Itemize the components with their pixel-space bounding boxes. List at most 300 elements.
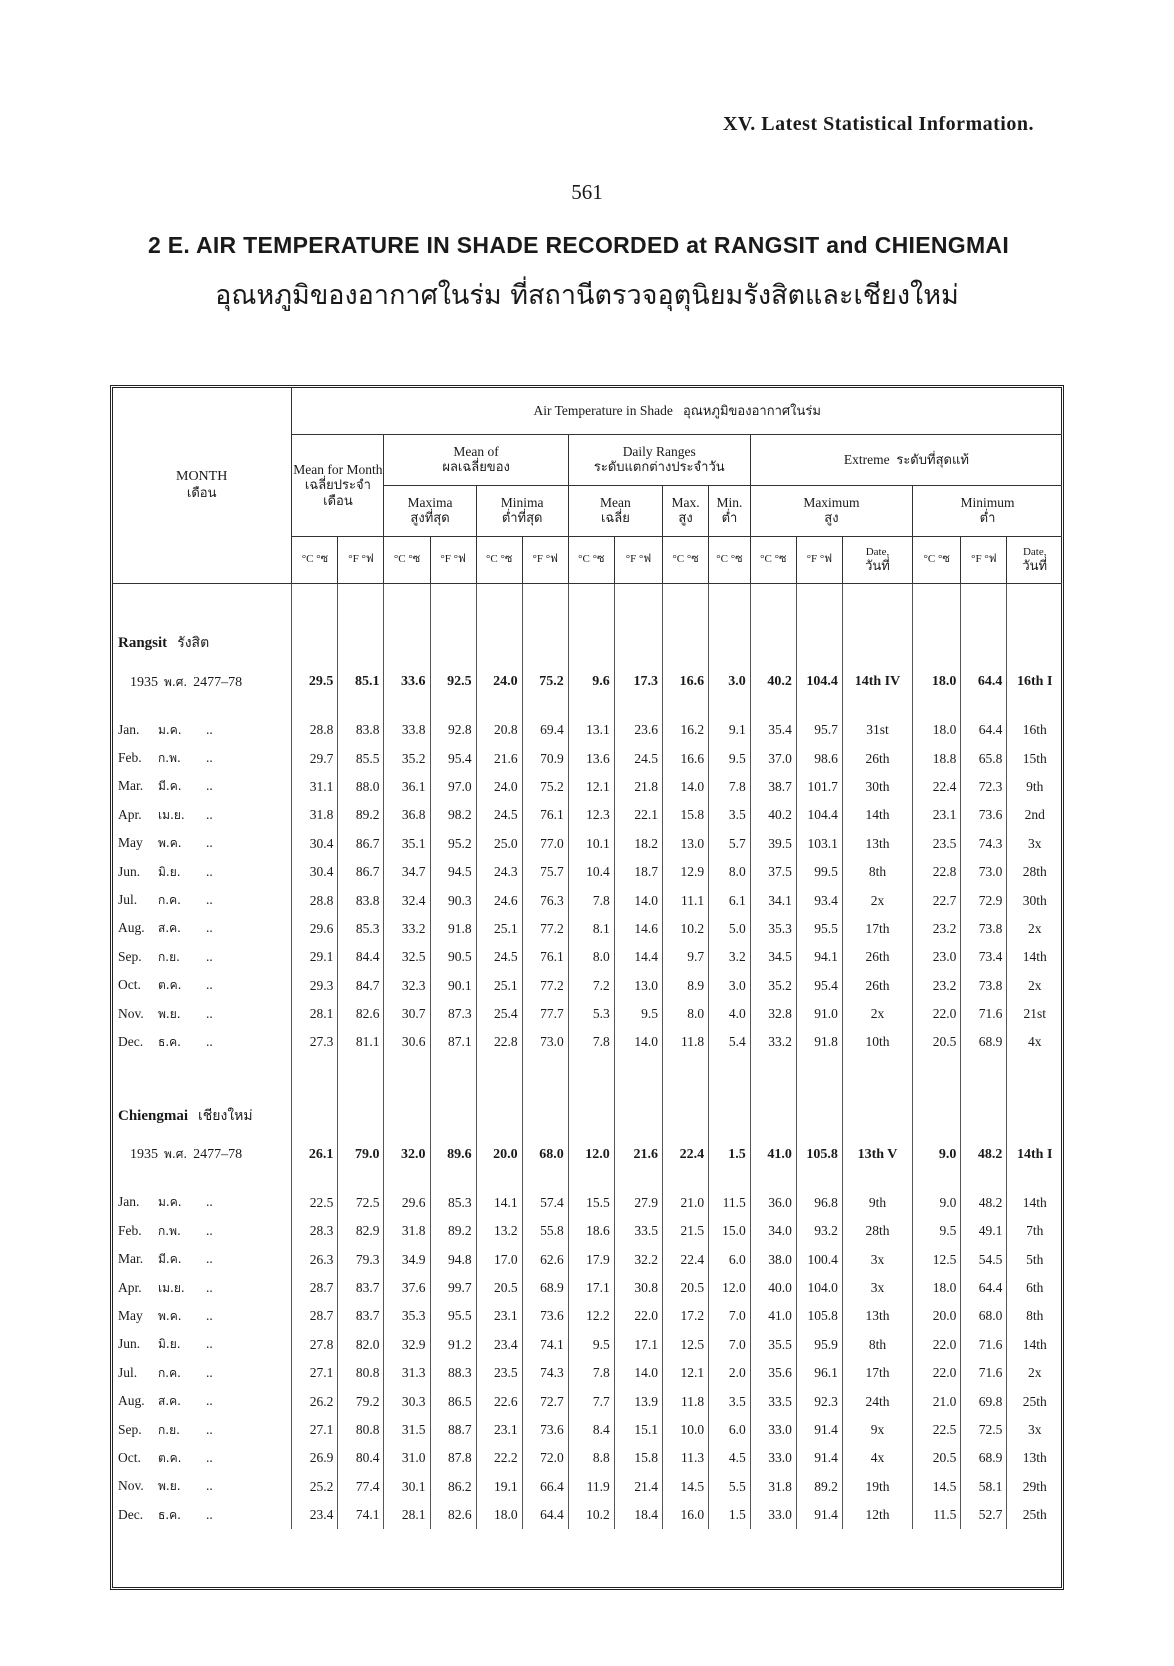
empty-cell (796, 1057, 842, 1133)
leader-dots: .. (206, 977, 213, 993)
data-cell: 24.3 (476, 858, 522, 886)
data-cell: 82.6 (338, 1000, 384, 1028)
empty-cell (842, 704, 912, 716)
data-cell: 28.3 (292, 1217, 338, 1245)
unit-celsius: °C °ซ (568, 537, 614, 584)
data-cell: 26th (842, 744, 912, 772)
data-cell: 89.2 (796, 1473, 842, 1501)
empty-cell (568, 1057, 614, 1133)
table-header (112, 388, 1062, 584)
leader-dots: .. (206, 1336, 213, 1352)
data-cell: 86.7 (338, 830, 384, 858)
month-en: Apr. (118, 806, 142, 822)
month-label (112, 858, 292, 886)
data-cell: 30.4 (292, 830, 338, 858)
mean-of-th: ผลเฉลี่ยของ (442, 460, 510, 476)
empty-cell (709, 584, 751, 661)
data-cell: 5.5 (709, 1473, 751, 1501)
data-cell: 18.8 (913, 744, 961, 772)
unit-celsius: °C °ซ (709, 537, 751, 584)
data-cell: 20.5 (663, 1274, 709, 1302)
data-cell: 100.4 (796, 1245, 842, 1273)
month-row (112, 1501, 1062, 1529)
annual-value: 64.4 (961, 660, 1007, 704)
month-en: Oct. (118, 1449, 141, 1465)
data-cell: 10.2 (568, 1501, 614, 1529)
data-cell: 71.6 (961, 1000, 1007, 1028)
empty-cell (614, 1057, 662, 1133)
month-row (112, 801, 1062, 829)
data-cell: 15.5 (568, 1189, 614, 1217)
data-cell: 24.5 (476, 801, 522, 829)
unit-celsius: °C °ซ (384, 537, 430, 584)
annual-value: 16th I (1007, 660, 1062, 704)
month-en: Sep. (118, 1421, 142, 1437)
data-cell: 37.0 (750, 744, 796, 772)
data-cell: 9th (1007, 773, 1062, 801)
daily-max-header (663, 486, 709, 537)
data-cell: 26.3 (292, 1245, 338, 1273)
data-cell: 33.0 (750, 1444, 796, 1472)
data-cell: 9.5 (568, 1331, 614, 1359)
data-cell: 72.3 (961, 773, 1007, 801)
spacer-row (112, 1177, 1062, 1189)
empty-cell (913, 704, 961, 716)
data-cell: 3x (1007, 1416, 1062, 1444)
data-cell: 10.1 (568, 830, 614, 858)
month-label (112, 1000, 292, 1028)
month-label (112, 1245, 292, 1273)
month-row (112, 1331, 1062, 1359)
data-cell: 36.0 (750, 1189, 796, 1217)
data-cell: 3.0 (709, 972, 751, 1000)
data-cell: 41.0 (750, 1302, 796, 1330)
empty-cell (292, 704, 338, 716)
data-cell: 20.0 (913, 1302, 961, 1330)
page-number: 561 (571, 180, 603, 204)
data-cell: 92.3 (796, 1387, 842, 1415)
month-en: Nov. (118, 1478, 144, 1494)
empty-cell (338, 584, 384, 661)
month-row (112, 1028, 1062, 1056)
extreme-minimum-header (913, 486, 1062, 537)
minima-en: Minima (500, 495, 544, 511)
data-cell: 20.8 (476, 716, 522, 744)
leader-dots: .. (206, 948, 213, 964)
data-cell: 55.8 (522, 1217, 568, 1245)
data-cell: 28th (1007, 858, 1062, 886)
data-cell: 54.5 (961, 1245, 1007, 1273)
month-th: เม.ย. (158, 1280, 185, 1295)
annual-era-th: พ.ศ. (164, 1147, 188, 1162)
data-cell: 12.1 (663, 1359, 709, 1387)
data-cell: 13.2 (476, 1217, 522, 1245)
mean-of-header (384, 435, 568, 486)
leader-dots: .. (206, 1033, 213, 1049)
data-cell: 23.1 (476, 1302, 522, 1330)
data-cell: 95.4 (796, 972, 842, 1000)
data-cell: 36.1 (384, 773, 430, 801)
empty-cell (476, 584, 522, 661)
month-en: Sep. (118, 948, 142, 964)
month-label (112, 830, 292, 858)
month-en: Nov. (118, 1005, 144, 1021)
data-cell: 73.8 (961, 972, 1007, 1000)
empty-cell (568, 584, 614, 661)
data-cell: 9x (842, 1416, 912, 1444)
data-cell: 1.5 (709, 1501, 751, 1529)
data-cell: 86.2 (430, 1473, 476, 1501)
month-row (112, 830, 1062, 858)
month-label (112, 1444, 292, 1472)
month-th: ต.ค. (158, 978, 182, 993)
data-cell: 83.8 (338, 716, 384, 744)
data-cell: 33.2 (384, 915, 430, 943)
data-cell: 83.7 (338, 1302, 384, 1330)
data-cell: 48.2 (961, 1189, 1007, 1217)
data-cell: 20.5 (476, 1274, 522, 1302)
empty-cell (663, 584, 709, 661)
data-cell: 14.4 (614, 943, 662, 971)
data-cell: 9th (842, 1189, 912, 1217)
daily-min-header (709, 486, 751, 537)
data-cell: 7.2 (568, 972, 614, 1000)
leader-dots: .. (206, 750, 213, 766)
month-th: ก.ค. (158, 1365, 181, 1380)
empty-cell (430, 1057, 476, 1133)
data-cell: 38.0 (750, 1245, 796, 1273)
data-cell: 91.2 (430, 1331, 476, 1359)
month-row (112, 886, 1062, 914)
data-cell: 69.8 (961, 1387, 1007, 1415)
data-cell: 13th (842, 1302, 912, 1330)
data-cell: 91.0 (796, 1000, 842, 1028)
month-en: Mar. (118, 778, 144, 794)
data-cell: 38.7 (750, 773, 796, 801)
data-cell: 28.1 (384, 1501, 430, 1529)
data-cell: 3x (842, 1274, 912, 1302)
table-title-thai: อุณหภูมิของอากาศในร่ม ที่สถานีตรวจอุตุนิยมรังสิตและเชียงใหม่ (215, 280, 959, 311)
annual-value: 26.1 (292, 1133, 338, 1177)
data-cell: 77.0 (522, 830, 568, 858)
data-cell: 28.7 (292, 1302, 338, 1330)
data-cell: 5.3 (568, 1000, 614, 1028)
data-cell: 80.8 (338, 1416, 384, 1444)
data-cell: 18.0 (913, 716, 961, 744)
month-label (112, 943, 292, 971)
data-cell: 35.4 (750, 716, 796, 744)
temperature-table (112, 388, 1062, 1529)
maxima-header (384, 486, 476, 537)
data-cell: 2x (842, 1000, 912, 1028)
data-cell: 10.2 (663, 915, 709, 943)
data-cell: 13.0 (663, 830, 709, 858)
unit-celsius: °C °ซ (476, 537, 522, 584)
annual-value: 29.5 (292, 660, 338, 704)
empty-cell (796, 1177, 842, 1189)
data-cell: 18.4 (614, 1501, 662, 1529)
data-cell: 37.6 (384, 1274, 430, 1302)
month-th: ม.ค. (158, 722, 182, 737)
empty-cell (384, 584, 430, 661)
data-cell: 93.2 (796, 1217, 842, 1245)
data-cell: 5.0 (709, 915, 751, 943)
data-cell: 74.1 (338, 1501, 384, 1529)
data-cell: 10.0 (663, 1416, 709, 1444)
unit-fahrenheit: °F °ฟ (522, 537, 568, 584)
month-th: มิ.ย. (158, 864, 181, 879)
data-cell: 7.0 (709, 1302, 751, 1330)
annual-value: 24.0 (476, 660, 522, 704)
data-cell: 101.7 (796, 773, 842, 801)
data-cell: 35.3 (384, 1302, 430, 1330)
data-cell: 29.3 (292, 972, 338, 1000)
data-cell: 17.1 (614, 1331, 662, 1359)
data-cell: 23.2 (913, 972, 961, 1000)
data-cell: 9.0 (913, 1189, 961, 1217)
extreme-max-th: สูง (824, 511, 839, 527)
empty-cell (750, 1057, 796, 1133)
data-cell: 8.1 (568, 915, 614, 943)
data-cell: 6th (1007, 1274, 1062, 1302)
annual-value: 48.2 (961, 1133, 1007, 1177)
data-cell: 87.1 (430, 1028, 476, 1056)
annual-value: 89.6 (430, 1133, 476, 1177)
data-cell: 22.7 (913, 886, 961, 914)
data-cell: 26.2 (292, 1387, 338, 1415)
data-cell: 12.2 (568, 1302, 614, 1330)
data-cell: 13.9 (614, 1387, 662, 1415)
annual-year-en: 1935 (130, 1147, 158, 1163)
annual-value: 3.0 (709, 660, 751, 704)
data-cell: 12.9 (663, 858, 709, 886)
data-cell: 25th (1007, 1387, 1062, 1415)
month-label (112, 886, 292, 914)
data-cell: 28.8 (292, 886, 338, 914)
empty-cell (913, 584, 961, 661)
data-cell: 26th (842, 972, 912, 1000)
data-cell: 7.7 (568, 1387, 614, 1415)
empty-cell (430, 704, 476, 716)
data-cell: 4.0 (709, 1000, 751, 1028)
data-cell: 85.3 (338, 915, 384, 943)
data-cell: 14th (1007, 943, 1062, 971)
month-en: Dec. (118, 1033, 144, 1049)
data-cell: 12.3 (568, 801, 614, 829)
station-name (112, 1057, 292, 1133)
data-cell: 24th (842, 1387, 912, 1415)
data-cell: 7.8 (568, 1359, 614, 1387)
month-row (112, 972, 1062, 1000)
leader-dots: .. (206, 1194, 213, 1210)
data-cell: 35.2 (384, 744, 430, 772)
annual-value: 40.2 (750, 660, 796, 704)
leader-dots: .. (206, 1005, 213, 1021)
data-cell: 52.7 (961, 1501, 1007, 1529)
data-cell: 21.4 (614, 1473, 662, 1501)
month-label (112, 1302, 292, 1330)
data-cell: 13th (842, 830, 912, 858)
empty-cell (614, 584, 662, 661)
month-label (112, 773, 292, 801)
data-cell: 27.9 (614, 1189, 662, 1217)
empty-cell (1007, 704, 1062, 716)
month-th: ก.ย. (158, 1422, 180, 1437)
data-cell: 6.0 (709, 1416, 751, 1444)
data-cell: 91.8 (430, 915, 476, 943)
data-cell: 83.7 (338, 1274, 384, 1302)
month-th: ต.ค. (158, 1450, 182, 1465)
empty-cell (663, 704, 709, 716)
annual-era-th: พ.ศ. (164, 674, 188, 689)
data-cell: 25.0 (476, 830, 522, 858)
data-cell: 91.4 (796, 1416, 842, 1444)
data-cell: 24.0 (476, 773, 522, 801)
data-cell: 82.0 (338, 1331, 384, 1359)
data-cell: 34.5 (750, 943, 796, 971)
data-cell: 28.1 (292, 1000, 338, 1028)
unit-celsius: °C °ซ (750, 537, 796, 584)
data-cell: 22.1 (614, 801, 662, 829)
data-cell: 5.7 (709, 830, 751, 858)
data-cell: 82.6 (430, 1501, 476, 1529)
month-th: พ.ย. (158, 1006, 181, 1021)
data-cell: 31.8 (750, 1473, 796, 1501)
data-cell: 95.4 (430, 744, 476, 772)
data-cell: 11.5 (913, 1501, 961, 1529)
data-cell: 17th (842, 915, 912, 943)
data-cell: 33.0 (750, 1501, 796, 1529)
data-cell: 25.2 (292, 1473, 338, 1501)
data-cell: 73.0 (522, 1028, 568, 1056)
data-cell: 11.8 (663, 1387, 709, 1415)
month-th: พ.ย. (158, 1479, 181, 1494)
annual-value: 21.6 (614, 1133, 662, 1177)
data-cell: 81.1 (338, 1028, 384, 1056)
data-cell: 85.5 (338, 744, 384, 772)
data-cell: 24.5 (476, 943, 522, 971)
month-label (112, 1189, 292, 1217)
data-cell: 73.6 (522, 1416, 568, 1444)
data-cell: 35.3 (750, 915, 796, 943)
data-cell: 33.5 (614, 1217, 662, 1245)
data-cell: 12.5 (663, 1331, 709, 1359)
data-cell: 28.8 (292, 716, 338, 744)
month-th: ม.ค. (158, 1195, 182, 1210)
data-cell: 57.4 (522, 1189, 568, 1217)
leader-dots: .. (206, 1222, 213, 1238)
data-cell: 22.4 (663, 1245, 709, 1273)
data-cell: 89.2 (338, 801, 384, 829)
data-cell: 68.9 (522, 1274, 568, 1302)
mean-month-en: Mean for Month (293, 461, 383, 477)
leader-dots: .. (206, 806, 213, 822)
daily-ranges-en: Daily Ranges (622, 444, 696, 460)
empty-cell (750, 584, 796, 661)
month-row (112, 1473, 1062, 1501)
data-cell: 64.4 (961, 1274, 1007, 1302)
data-cell: 18.2 (614, 830, 662, 858)
leader-dots: .. (206, 778, 213, 794)
month-th: ส.ค. (158, 921, 181, 936)
empty-cell (961, 704, 1007, 716)
data-cell: 22.0 (913, 1331, 961, 1359)
data-cell: 96.8 (796, 1189, 842, 1217)
table-body (112, 584, 1062, 1530)
unit-fahrenheit: °F °ฟ (338, 537, 384, 584)
data-cell: 26th (842, 943, 912, 971)
data-cell: 22.0 (913, 1359, 961, 1387)
data-cell: 95.5 (796, 915, 842, 943)
data-cell: 32.3 (384, 972, 430, 1000)
empty-cell (338, 1177, 384, 1189)
annual-value: 16.6 (663, 660, 709, 704)
data-cell: 29.6 (384, 1189, 430, 1217)
data-cell: 13.1 (568, 716, 614, 744)
empty-cell (961, 1057, 1007, 1133)
daily-min-th: ต่ำ (721, 511, 738, 527)
data-cell: 8.9 (663, 972, 709, 1000)
data-cell: 4x (842, 1444, 912, 1472)
station-name-en: Rangsit (118, 635, 168, 651)
data-cell: 11.1 (663, 886, 709, 914)
empty-cell (961, 1177, 1007, 1189)
data-cell: 68.9 (961, 1028, 1007, 1056)
extreme-th: ระดับที่สุดแท้ (896, 452, 969, 468)
annual-value: 105.8 (796, 1133, 842, 1177)
data-cell: 9.5 (709, 744, 751, 772)
data-cell: 72.7 (522, 1387, 568, 1415)
leader-dots: .. (206, 920, 213, 936)
data-cell: 21.8 (614, 773, 662, 801)
unit-date (842, 537, 912, 584)
empty-cell (476, 704, 522, 716)
empty-cell (913, 1057, 961, 1133)
data-cell: 64.4 (522, 1501, 568, 1529)
annual-value: 104.4 (796, 660, 842, 704)
empty-cell (663, 1177, 709, 1189)
data-cell: 19th (842, 1473, 912, 1501)
month-label (112, 1217, 292, 1245)
data-cell: 14.0 (614, 1359, 662, 1387)
data-cell: 23.5 (476, 1359, 522, 1387)
daily-max-en: Max. (671, 495, 700, 511)
data-cell: 37.5 (750, 858, 796, 886)
data-cell: 5th (1007, 1245, 1062, 1273)
data-cell: 33.0 (750, 1416, 796, 1444)
annual-value: 1.5 (709, 1133, 751, 1177)
data-cell: 35.5 (750, 1331, 796, 1359)
data-cell: 17.9 (568, 1245, 614, 1273)
data-cell: 31.8 (292, 801, 338, 829)
data-cell: 7.8 (568, 886, 614, 914)
data-cell: 72.0 (522, 1444, 568, 1472)
data-cell: 3.2 (709, 943, 751, 971)
data-cell: 90.1 (430, 972, 476, 1000)
data-cell: 22.5 (913, 1416, 961, 1444)
leader-dots: .. (206, 1393, 213, 1409)
data-cell: 99.7 (430, 1274, 476, 1302)
empty-cell (709, 1057, 751, 1133)
data-cell: 21st (1007, 1000, 1062, 1028)
data-cell: 8.0 (709, 858, 751, 886)
month-en: Oct. (118, 977, 141, 993)
date-en: Date, (865, 545, 890, 558)
data-cell: 89.2 (430, 1217, 476, 1245)
data-cell: 5.4 (709, 1028, 751, 1056)
month-en: Aug. (118, 1393, 145, 1409)
data-cell: 16.6 (663, 744, 709, 772)
